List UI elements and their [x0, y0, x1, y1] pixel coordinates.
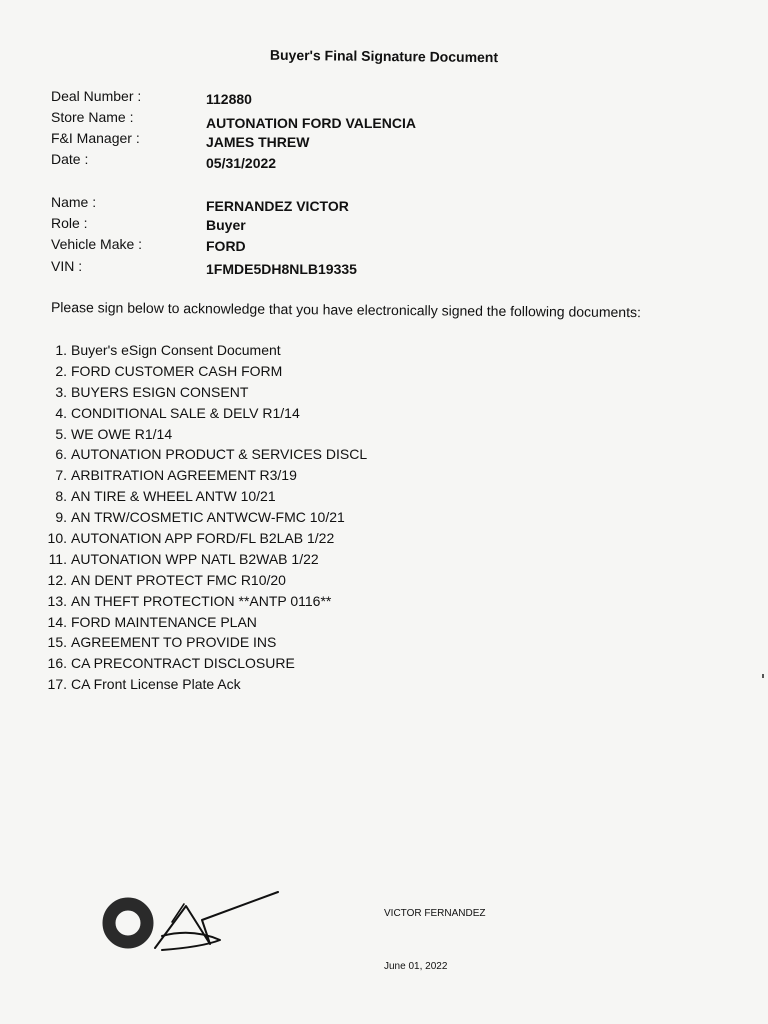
vin-label: VIN :	[51, 258, 83, 274]
document-name: AGREEMENT TO PROVIDE INS	[71, 634, 277, 651]
signature-loop	[109, 904, 147, 942]
document-list-item	[40, 528, 367, 549]
document-name: AN THEFT PROTECTION **ANTP 0116**	[71, 592, 332, 609]
date-value: 05/31/2022	[206, 155, 277, 171]
vin-value: 1FMDE5DH8NLB19335	[206, 261, 357, 277]
document-list-item	[40, 444, 367, 465]
document-list-item	[40, 653, 367, 674]
document-list-item	[40, 632, 367, 653]
store-name-value: AUTONATION FORD VALENCIA	[206, 115, 416, 131]
document-number: 7.	[55, 467, 67, 484]
document-number: 3.	[55, 383, 67, 400]
role-label: Role :	[51, 215, 88, 231]
signed-documents-list	[40, 340, 367, 695]
scan-speck	[762, 674, 764, 678]
document-number: 5.	[55, 425, 67, 442]
document-name: AUTONATION APP FORD/FL B2LAB 1/22	[71, 530, 335, 547]
document-list-item	[40, 591, 367, 612]
document-number: 1.	[55, 342, 67, 358]
document-list-item	[40, 486, 367, 507]
document-number: 11.	[48, 550, 67, 567]
document-list-item	[40, 507, 367, 528]
signature-mark	[100, 880, 290, 955]
document-number: 12.	[47, 571, 67, 588]
document-name: AN TIRE & WHEEL ANTW 10/21	[71, 488, 276, 505]
document-name: ARBITRATION AGREEMENT R3/19	[71, 467, 297, 484]
document-number: 16.	[47, 655, 67, 672]
document-number: 17.	[47, 676, 67, 693]
fi-manager-label: F&I Manager :	[51, 130, 140, 146]
signature-scribble	[109, 892, 278, 950]
signed-date: June 01, 2022	[384, 961, 448, 972]
deal-number-value: 112880	[206, 91, 252, 107]
document-list-item	[40, 361, 367, 382]
document-list-item	[40, 612, 367, 633]
name-value: FERNANDEZ VICTOR	[206, 198, 349, 214]
acknowledgement-text: Please sign below to acknowledge that you have electronically signed the following documents:	[50, 299, 641, 321]
document-name: CA Front License Plate Ack	[71, 676, 241, 693]
document-number: 9.	[55, 509, 67, 526]
document-number: 6.	[55, 446, 67, 463]
document-name: AUTONATION WPP NATL B2WAB 1/22	[71, 550, 319, 567]
vehicle-make-label: Vehicle Make :	[51, 236, 143, 252]
document-number: 15.	[47, 634, 67, 651]
document-number: 8.	[55, 488, 67, 505]
document-list-item	[40, 465, 367, 486]
signature-stroke-cross	[162, 933, 220, 950]
name-label: Name :	[51, 194, 97, 210]
document-list-item	[40, 403, 367, 424]
document-list-item	[40, 382, 367, 403]
document-list-item	[40, 674, 367, 695]
document-list-item	[40, 340, 367, 361]
document-title: Buyer's Final Signature Document	[269, 46, 499, 66]
document-name: AN TRW/COSMETIC ANTWCW-FMC 10/21	[71, 509, 345, 526]
document-number: 10.	[47, 530, 67, 547]
document-number: 13.	[47, 592, 67, 609]
signer-name: VICTOR FERNANDEZ	[384, 908, 486, 919]
document-name: FORD CUSTOMER CASH FORM	[71, 362, 283, 379]
document-list-item	[40, 424, 367, 445]
document-name: WE OWE R1/14	[71, 425, 173, 442]
document-name: FORD MAINTENANCE PLAN	[71, 613, 257, 630]
document-name: Buyer's eSign Consent Document	[71, 342, 281, 358]
document-name: CONDITIONAL SALE & DELV R1/14	[71, 404, 300, 421]
vehicle-make-value: FORD	[206, 238, 246, 254]
document-name: BUYERS ESIGN CONSENT	[71, 383, 249, 400]
document-number: 2.	[55, 362, 67, 379]
deal-number-label: Deal Number :	[51, 88, 142, 104]
document-number: 14.	[47, 613, 67, 630]
document-number: 4.	[55, 404, 67, 421]
document-name: CA PRECONTRACT DISCLOSURE	[71, 655, 295, 672]
signature-stroke-tick	[172, 904, 184, 922]
document-name: AUTONATION PRODUCT & SERVICES DISCL	[71, 446, 368, 463]
fi-manager-value: JAMES THREW	[206, 134, 310, 150]
store-name-label: Store Name :	[51, 109, 134, 125]
document-list-item	[40, 549, 367, 570]
document-name: AN DENT PROTECT FMC R10/20	[71, 571, 286, 588]
document-list-item	[40, 570, 367, 591]
date-label: Date :	[51, 151, 89, 167]
role-value: Buyer	[206, 217, 246, 233]
